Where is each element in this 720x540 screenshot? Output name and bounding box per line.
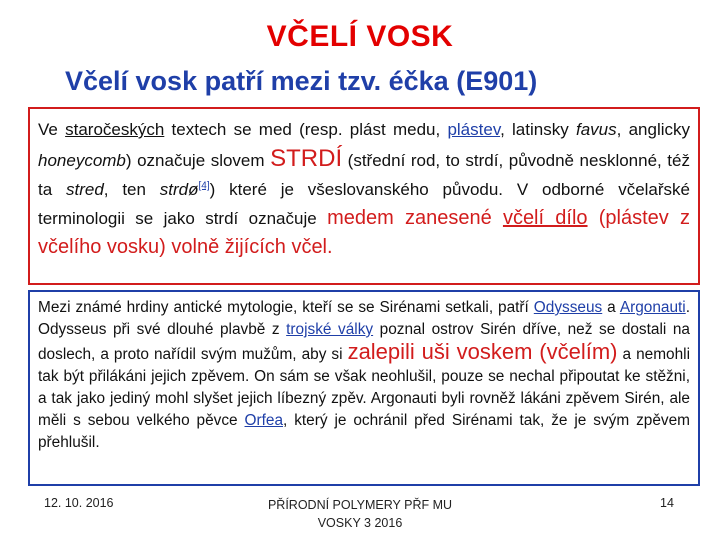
highlight-zalepili: zalepili uši voskem (včelím): [347, 339, 618, 364]
text-run: ) označuje slovem: [125, 151, 271, 170]
text-run: Mezi známé hrdiny antické mytologie, kteří se se Sirénami setkali, patří: [38, 299, 534, 316]
footer-course: [200, 496, 520, 532]
text-run: textech se med (resp. plást medu,: [164, 120, 448, 139]
text-run: a nemohli tak být přilákáni jejich zpěvem. On sám se však neohlušil, pouze se nechal připoutat ke stěžni, a tak jako jediný mohl slyšet jejich líbezný zpěv. Argonauti byli rovněž lákáni zpěvem Sirén, ale měli s sebou velkého pěvce: [38, 346, 690, 429]
highlight-plastev: (plástev z včelího vosku) volně žijících včel.: [38, 207, 690, 258]
text-run: (střední rod, to strdí, původně nesklonné, též ta: [38, 151, 690, 199]
link-plastev[interactable]: plástev: [447, 120, 501, 139]
strdi-paragraph: [38, 115, 690, 262]
reference-4-link[interactable]: [4]: [198, 180, 210, 192]
footer-date: 12. 10. 2016: [44, 496, 114, 510]
text-run: , latinsky: [500, 120, 576, 139]
term-stred: stred: [66, 180, 104, 199]
text-run: poznal ostrov Sirén dříve, než se dostali na doslech, a proto nařídil svým mužům, aby si: [38, 321, 690, 363]
text-run: a: [602, 299, 620, 316]
link-odysseus[interactable]: Odysseus: [533, 299, 603, 316]
slide-number: 14: [660, 496, 674, 510]
text-run: Ve: [38, 120, 66, 139]
slide-title: VČELÍ VOSK: [266, 20, 454, 53]
link-trojske-valky[interactable]: trojské války: [286, 321, 374, 338]
term-honeycomb: honeycomb: [38, 151, 126, 170]
highlight-medem: medem zanesené: [327, 207, 503, 229]
text-run: , ten: [103, 180, 160, 199]
text-run: , který je ochránil před Sirénami tak, že je svým zpěvem přehlušil.: [38, 412, 690, 451]
text-run: . Odysseus při své dlouhé plavbě z: [38, 299, 691, 338]
highlight-strdi: STRDÍ: [270, 145, 343, 172]
strdi-text-box: [28, 107, 700, 285]
link-vceli-dilo[interactable]: včelí dílo: [502, 207, 588, 229]
sirens-text-box: [28, 290, 700, 486]
text-run: ) které je všeslovanského původu. V odborné včelařské terminologii se jako strdí označuje: [38, 180, 690, 228]
footer-course-line2: VOSKY 3 2016: [317, 516, 403, 530]
slide-subtitle: Včelí vosk patří mezi tzv. éčka (E901): [65, 66, 538, 96]
link-staroceskych[interactable]: staročeských: [65, 120, 165, 139]
footer-course-line1: PŘÍRODNÍ POLYMERY PŘF MU: [267, 498, 453, 512]
term-favus: favus: [575, 120, 617, 139]
link-orfea[interactable]: Orfea: [244, 412, 284, 429]
link-argonauti[interactable]: Argonauti: [619, 299, 686, 316]
term-strda: strdø: [159, 180, 199, 199]
sirens-paragraph: [38, 297, 690, 454]
text-run: , anglicky: [616, 120, 690, 139]
